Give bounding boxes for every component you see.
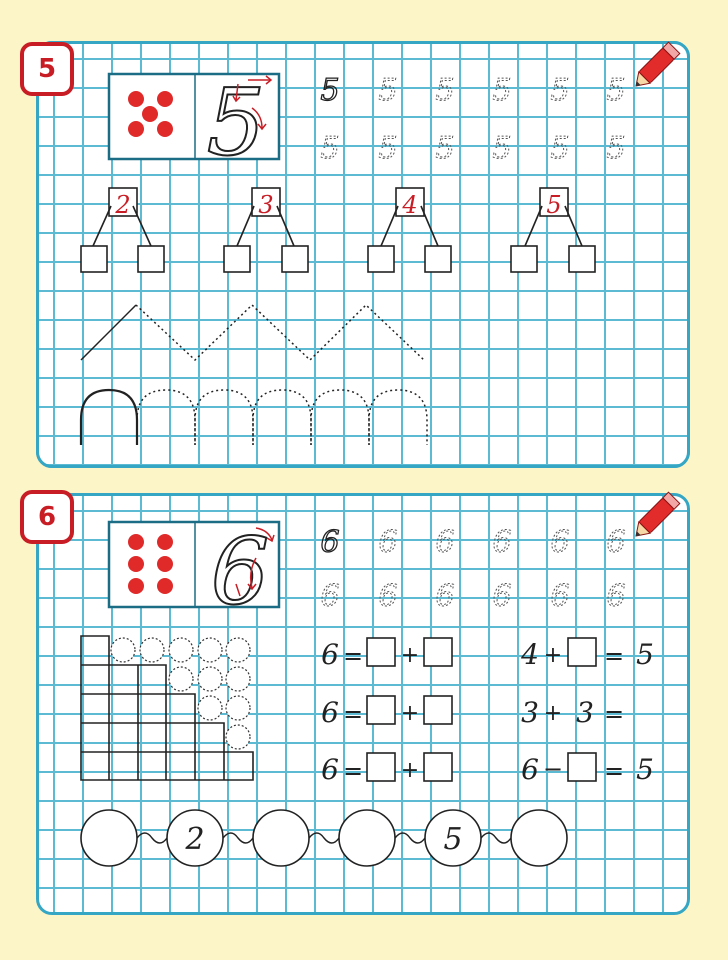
plus-sign: +	[400, 643, 420, 668]
operand: 3	[521, 696, 539, 729]
trace-digit: 5	[378, 131, 398, 166]
trace-digits-5	[320, 73, 625, 166]
trace-digit: 6	[606, 525, 626, 560]
digit-box-5	[109, 69, 279, 176]
equals-sign: =	[603, 757, 625, 785]
dot	[157, 91, 173, 107]
dot	[157, 556, 173, 572]
answer-box[interactable]	[424, 696, 452, 724]
arch-trace	[81, 390, 427, 445]
section-number-5: 5	[37, 54, 57, 84]
trace-digit: 6	[378, 579, 398, 614]
dot	[157, 578, 173, 594]
trace-digit: 6	[320, 579, 340, 614]
trace-digit: 5	[435, 131, 455, 166]
zigzag-trace	[81, 305, 424, 360]
equation-row	[321, 696, 452, 729]
trace-digit: 5	[492, 73, 512, 108]
equation-row	[521, 753, 654, 786]
answer-box[interactable]	[568, 638, 596, 666]
operand: 4	[521, 638, 539, 671]
operator: +	[543, 701, 563, 726]
dotted-circle	[140, 638, 164, 662]
outlined-digit-5: 5	[206, 69, 266, 176]
dotted-circle	[198, 696, 222, 720]
dot	[128, 578, 144, 594]
zigzag-dotted	[136, 305, 424, 360]
answer-box[interactable]	[569, 246, 595, 272]
dotted-circle	[226, 667, 250, 691]
chain-circle[interactable]	[253, 810, 309, 866]
result: 5	[636, 753, 654, 786]
dot	[142, 106, 158, 122]
top-number: 4	[402, 191, 418, 219]
arch-dotted	[195, 390, 253, 445]
trace-digit: 6	[320, 525, 340, 560]
answer-box[interactable]	[425, 246, 451, 272]
answer-box[interactable]	[224, 246, 250, 272]
pencil-icon	[630, 42, 679, 91]
trace-digit: 6	[435, 525, 455, 560]
dot	[157, 121, 173, 137]
dotted-circle	[226, 725, 250, 749]
trace-digit: 5	[378, 73, 398, 108]
equation-lhs: 6	[321, 696, 339, 729]
trace-digit: 5	[550, 73, 570, 108]
trace-digit: 5	[435, 73, 455, 108]
answer-box[interactable]	[568, 753, 596, 781]
trace-digit: 6	[492, 579, 512, 614]
dotted-circle	[226, 696, 250, 720]
equation-lhs: 6	[321, 753, 339, 786]
trace-digit: 5	[550, 131, 570, 166]
equals-sign: =	[603, 700, 625, 728]
trace-digit: 5	[320, 73, 340, 108]
dotted-circle	[198, 667, 222, 691]
trace-digit: 5	[606, 131, 626, 166]
trace-digit: 6	[550, 525, 570, 560]
dotted-circle	[226, 638, 250, 662]
number-chain	[81, 810, 567, 866]
answer-box[interactable]	[367, 753, 395, 781]
operand: 3	[576, 696, 594, 729]
section-number-6: 6	[37, 502, 57, 532]
arch-dotted	[137, 390, 195, 445]
chain-value: 2	[185, 822, 205, 857]
decomposition-top-numbers	[114, 191, 561, 219]
top-number: 3	[258, 191, 274, 219]
answer-box[interactable]	[367, 638, 395, 666]
answer-box[interactable]	[424, 638, 452, 666]
dot	[128, 121, 144, 137]
operand: 6	[521, 753, 539, 786]
dot	[128, 556, 144, 572]
chain-circle[interactable]	[339, 810, 395, 866]
equals-sign: =	[342, 700, 364, 728]
chain-circle[interactable]	[511, 810, 567, 866]
result: 5	[636, 638, 654, 671]
trace-digit: 5	[606, 73, 626, 108]
dotted-circle	[111, 638, 135, 662]
dotted-circle	[169, 667, 193, 691]
decomposition-row	[81, 188, 595, 272]
trace-digit: 5	[492, 131, 512, 166]
arch-dotted	[369, 390, 427, 445]
chain-value: 5	[443, 822, 463, 857]
answer-box[interactable]	[368, 246, 394, 272]
zigzag-solid	[81, 305, 136, 360]
trace-digit: 6	[378, 525, 398, 560]
dot	[157, 534, 173, 550]
trace-digits-6	[320, 525, 625, 614]
section-number-badge-6	[20, 490, 74, 544]
equals-sign: =	[603, 642, 625, 670]
arch-dotted	[311, 390, 369, 445]
trace-digit: 6	[606, 579, 626, 614]
equations-left	[321, 638, 452, 786]
outlined-digit-6: 6	[210, 518, 270, 625]
equals-sign: =	[342, 757, 364, 785]
equation-row	[520, 638, 654, 671]
trace-digit: 6	[435, 579, 455, 614]
equation-lhs: 6	[321, 638, 339, 671]
answer-box[interactable]	[138, 246, 164, 272]
answer-box[interactable]	[367, 696, 395, 724]
plus-sign: +	[400, 701, 420, 726]
arch-dotted	[253, 390, 311, 445]
arch-solid	[81, 390, 137, 445]
operator: +	[543, 643, 563, 668]
dotted-circle	[169, 638, 193, 662]
plus-sign: +	[400, 758, 420, 783]
section-number-badge-5	[20, 42, 74, 96]
trace-digit: 6	[550, 579, 570, 614]
top-number: 2	[115, 191, 131, 219]
answer-box[interactable]	[424, 753, 452, 781]
pencil-icon	[630, 492, 679, 541]
dot	[128, 91, 144, 107]
trace-digit: 5	[320, 131, 340, 166]
dot	[128, 534, 144, 550]
digit-box-6	[109, 518, 279, 625]
staircase-exercise	[81, 636, 253, 780]
equation-row	[321, 753, 452, 786]
operator: −	[542, 755, 564, 783]
answer-box[interactable]	[81, 246, 107, 272]
equation-row	[521, 696, 624, 729]
trace-digit: 6	[492, 525, 512, 560]
chain-circle[interactable]	[81, 810, 137, 866]
equation-row	[321, 638, 452, 671]
top-number: 5	[546, 191, 562, 219]
answer-box[interactable]	[282, 246, 308, 272]
equals-sign: =	[342, 642, 364, 670]
answer-box[interactable]	[511, 246, 537, 272]
dotted-circle	[198, 638, 222, 662]
equations-right	[520, 638, 654, 786]
